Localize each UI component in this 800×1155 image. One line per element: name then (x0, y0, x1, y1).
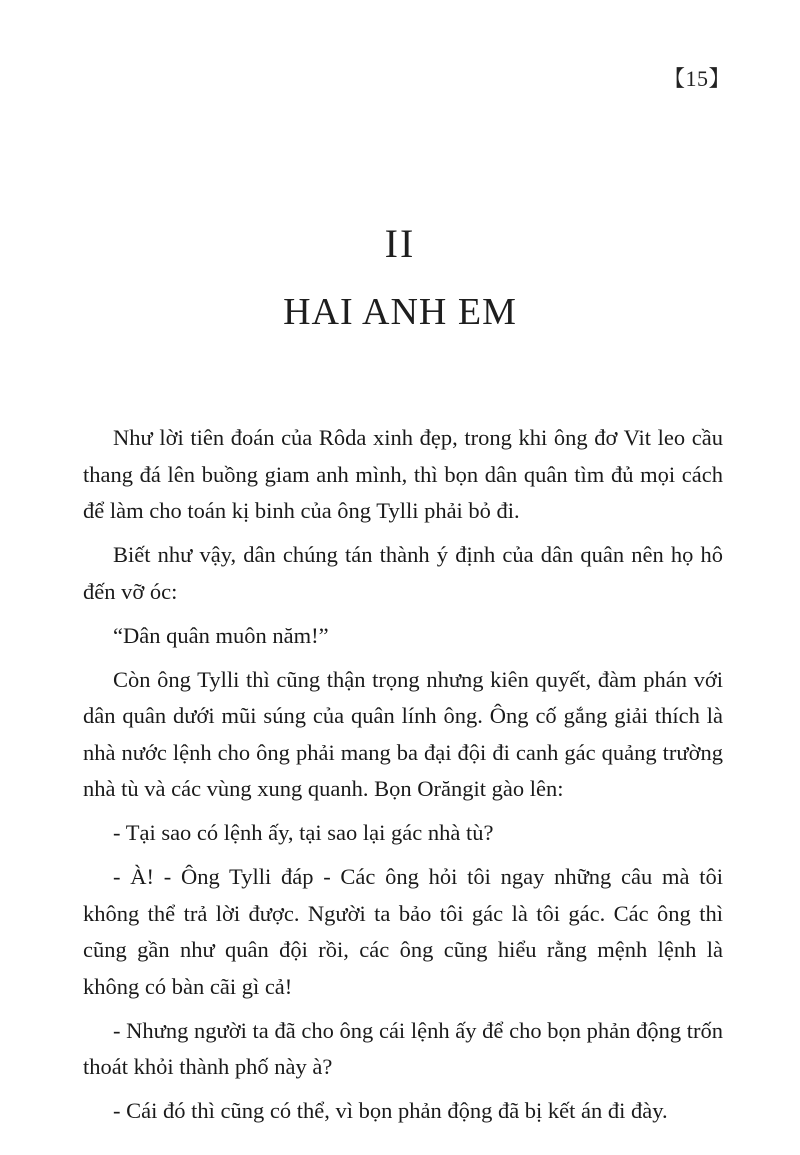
chapter-numeral: II (384, 221, 416, 266)
paragraph: - Cái đó thì cũng có thể, vì bọn phản động đã bị kết án đi đày. (113, 1098, 668, 1123)
paragraph: Biết như vậy, dân chúng tán thành ý định của dân quân nên họ hô đến vỡ óc: (83, 542, 723, 604)
paragraph: - Nhưng người ta đã cho ông cái lệnh ấy để cho bọn phản động trốn thoát khỏi thành phố này à? (83, 1017, 723, 1079)
paragraph: - À! - Ông Tylli đáp - Các ông hỏi tôi ngay những câu mà tôi không thể trả lời được. Người ta bảo tôi gác là tôi gác. Các ông thì cũng gần như quân đội rồi, các ông cũng hiểu rằng mệnh lệnh là không có bàn cãi gì cả! (83, 864, 723, 999)
paragraph: Còn ông Tylli thì cũng thận trọng nhưng kiên quyết, đàm phán với dân quân dưới mũi súng của quân lính ông. Ông cố gắng giải thích là nhà nước lệnh cho ông phải mang ba đại đội đi canh gác quảng trường nhà tù và các vùng xung quanh. Bọn Orăngit gào lên: (83, 666, 723, 801)
paragraph: “Dân quân muôn năm!” (113, 622, 329, 648)
paragraph: Như lời tiên đoán của Rôda xinh đẹp, trong khi ông đơ Vit leo cầu thang đá lên buồng giam anh mình, thì bọn dân quân tìm đủ mọi cách để làm cho toán kị binh của ông Tylli phải bỏ đi. (83, 425, 723, 523)
body-text (83, 420, 723, 1137)
page-number: 【15】 (663, 66, 732, 91)
paragraph: - Tại sao có lệnh ấy, tại sao lại gác nhà tù? (113, 820, 494, 845)
chapter-title: HAI ANH EM (283, 291, 517, 333)
